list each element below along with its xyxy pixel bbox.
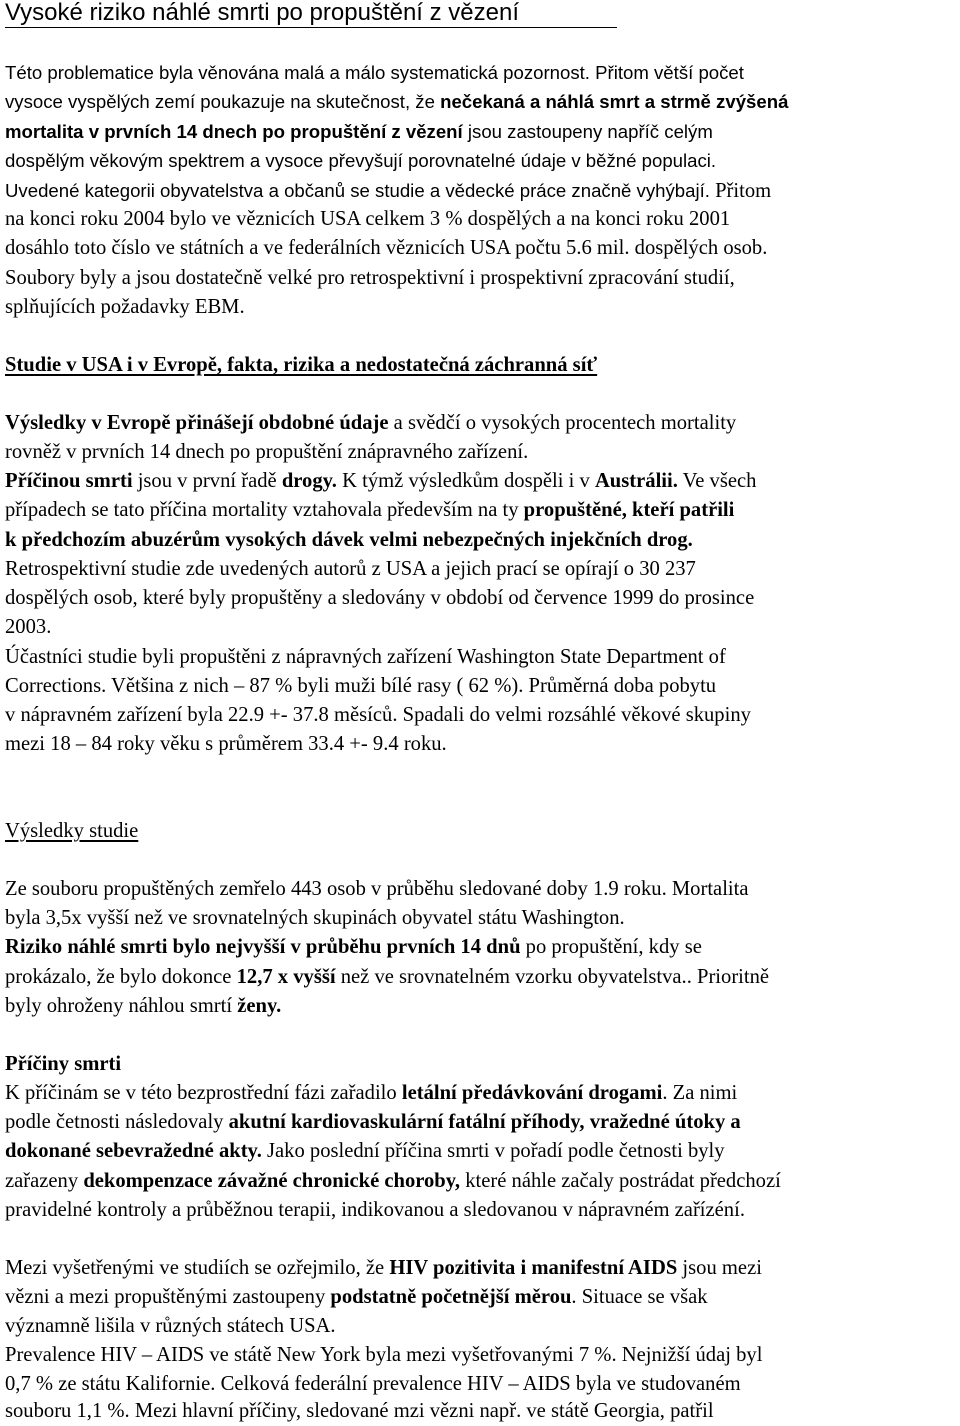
section4-line-6: souboru 1,1 %. Mezi hlavní příčiny, sledované mzi vězni např. ve státě Georgia, patřil <box>5 1400 714 1422</box>
intro-line-6: na konci roku 2004 bylo ve věznicích USA celkem 3 % dospělých a na konci roku 2001 <box>5 208 731 230</box>
section1-line-8: 2003. <box>5 616 52 638</box>
section2-line-1: Ze souboru propuštěných zemřelo 443 osob v průběhu sledované doby 1.9 roku. Mortalita <box>5 878 749 900</box>
section3-line-4: zařazeny dekompenzace závažné chronické choroby, které náhle začaly postrádat předchozí <box>5 1170 781 1192</box>
section1-line-4: případech se tato příčina mortality vztahovala především na ty propuštěné, kteří patřili <box>5 499 735 521</box>
intro-line-1: Této problematice byla věnována malá a málo systematická pozornost. Přitom větší počet <box>5 62 744 83</box>
section4-line-3: významně lišila v různých státech USA. <box>5 1315 336 1337</box>
section1-line-6: Retrospektivní studie zde uvedených autorů z USA a jejich prací se opírají o 30 237 <box>5 558 696 580</box>
section3-line-2: podle četnosti následovaly akutní kardiovaskulární fatální příhody, vražedné útoky a <box>5 1111 741 1133</box>
section3-line-1: K příčinám se v této bezprostřední fázi zařadilo letální předávkování drogami. Za nimi <box>5 1082 738 1104</box>
section-heading-results: Výsledky studie <box>5 820 139 842</box>
intro-line-3: mortalita v prvních 14 dnech po propuštění z vězení jsou zastoupeny napříč celým <box>5 121 713 142</box>
title-underline <box>5 27 617 28</box>
section4-line-5: 0,7 % ze státu Kalifornie. Celková federální prevalence HIV – AIDS byla ve studovaném <box>5 1373 741 1395</box>
section-heading-causes: Příčiny smrti <box>5 1053 122 1075</box>
section1-line-7: dospělých osob, které byly propuštěny a sledovány v období od července 1999 do prosince <box>5 587 755 609</box>
section1-line-5: k předchozím abuzérům vysokých dávek velmi nebezpečných injekčních drog. <box>5 529 693 551</box>
section4-line-1: Mezi vyšetřenými ve studiích se ozřejmilo, že HIV pozitivita i manifestní AIDS jsou mezi <box>5 1257 762 1279</box>
section2-line-3: Riziko náhlé smrti bylo nejvyšší v průběhu prvních 14 dnů po propuštění, kdy se <box>5 936 702 958</box>
section1-line-1: Výsledky v Evropě přinášejí obdobné údaje a svědčí o vysokých procentech mortality <box>5 412 737 434</box>
section2-line-2: byla 3,5x vyšší než ve srovnatelných skupinách obyvatel státu Washington. <box>5 907 625 929</box>
section4-line-2: vězni a mezi propuštěnými zastoupeny podstatně početnější měrou. Situace se však <box>5 1286 708 1308</box>
intro-line-7: dosáhlo toto číslo ve státních a ve federálních věznicích USA počtu 5.6 mil. dospělých osob. <box>5 237 768 259</box>
intro-line-4: dospělým věkovým spektrem a vysoce převyšují porovnatelné údaje v běžné populaci. <box>5 150 717 171</box>
section4-line-4: Prevalence HIV – AIDS ve státě New York byla mezi vyšetřovanými 7 %. Nejnižší údaj byl <box>5 1344 763 1366</box>
page-title: Vysoké riziko náhlé smrti po propuštění z vězení <box>5 0 520 26</box>
section1-line-12: mezi 18 – 84 roky věku s průměrem 33.4 +- 9.4 roku. <box>5 733 447 755</box>
section1-line-2: rovněž v prvních 14 dnech po propuštění znápravného zařízení. <box>5 441 529 463</box>
section2-line-4: prokázalo, že bylo dokonce 12,7 x vyšší než ve srovnatelném vzorku obyvatelstva.. Prioritně <box>5 966 770 988</box>
section1-line-9: Účastníci studie byli propuštěni z nápravných zařízení Washington State Department of <box>5 646 726 668</box>
intro-line-5: Uvedené kategorii obyvatelstva a občanů se studie a vědecké práce značně vyhýbají. Přitom <box>5 180 772 202</box>
section2-line-5: byly ohroženy náhlou smrtí ženy. <box>5 995 282 1017</box>
section1-line-10: Corrections. Většina z nich – 87 % byli muži bílé rasy ( 62 %). Průměrná doba pobytu <box>5 675 717 697</box>
section1-line-3: Příčinou smrti jsou v první řadě drogy. K týmž výsledkům dospěli i v Austrálii. Ve všech <box>5 470 757 492</box>
intro-line-8: Soubory byly a jsou dostatečně velké pro retrospektivní i prospektivní zpracování studií, <box>5 267 735 289</box>
section3-line-5: pravidelné kontroly a průběžnou terapii, indikovanou a sledovanou v nápravném zařízéní. <box>5 1199 745 1221</box>
section3-line-3: dokonané sebevražedné akty. Jako poslední příčina smrti v pořadí podle četnosti byly <box>5 1140 725 1162</box>
intro-line-9: splňujících požadavky EBM. <box>5 296 245 318</box>
section-heading-studies: Studie v USA i v Evropě, fakta, rizika a nedostatečná záchranná síť <box>5 354 598 376</box>
intro-line-2: vysoce vyspělých zemí poukazuje na skutečnost, že nečekaná a náhlá smrt a strmě zvýšená <box>5 91 789 112</box>
section1-line-11: v nápravném zařízení byla 22.9 +- 37.8 měsíců. Spadali do velmi rozsáhlé věkové skupiny <box>5 704 751 726</box>
